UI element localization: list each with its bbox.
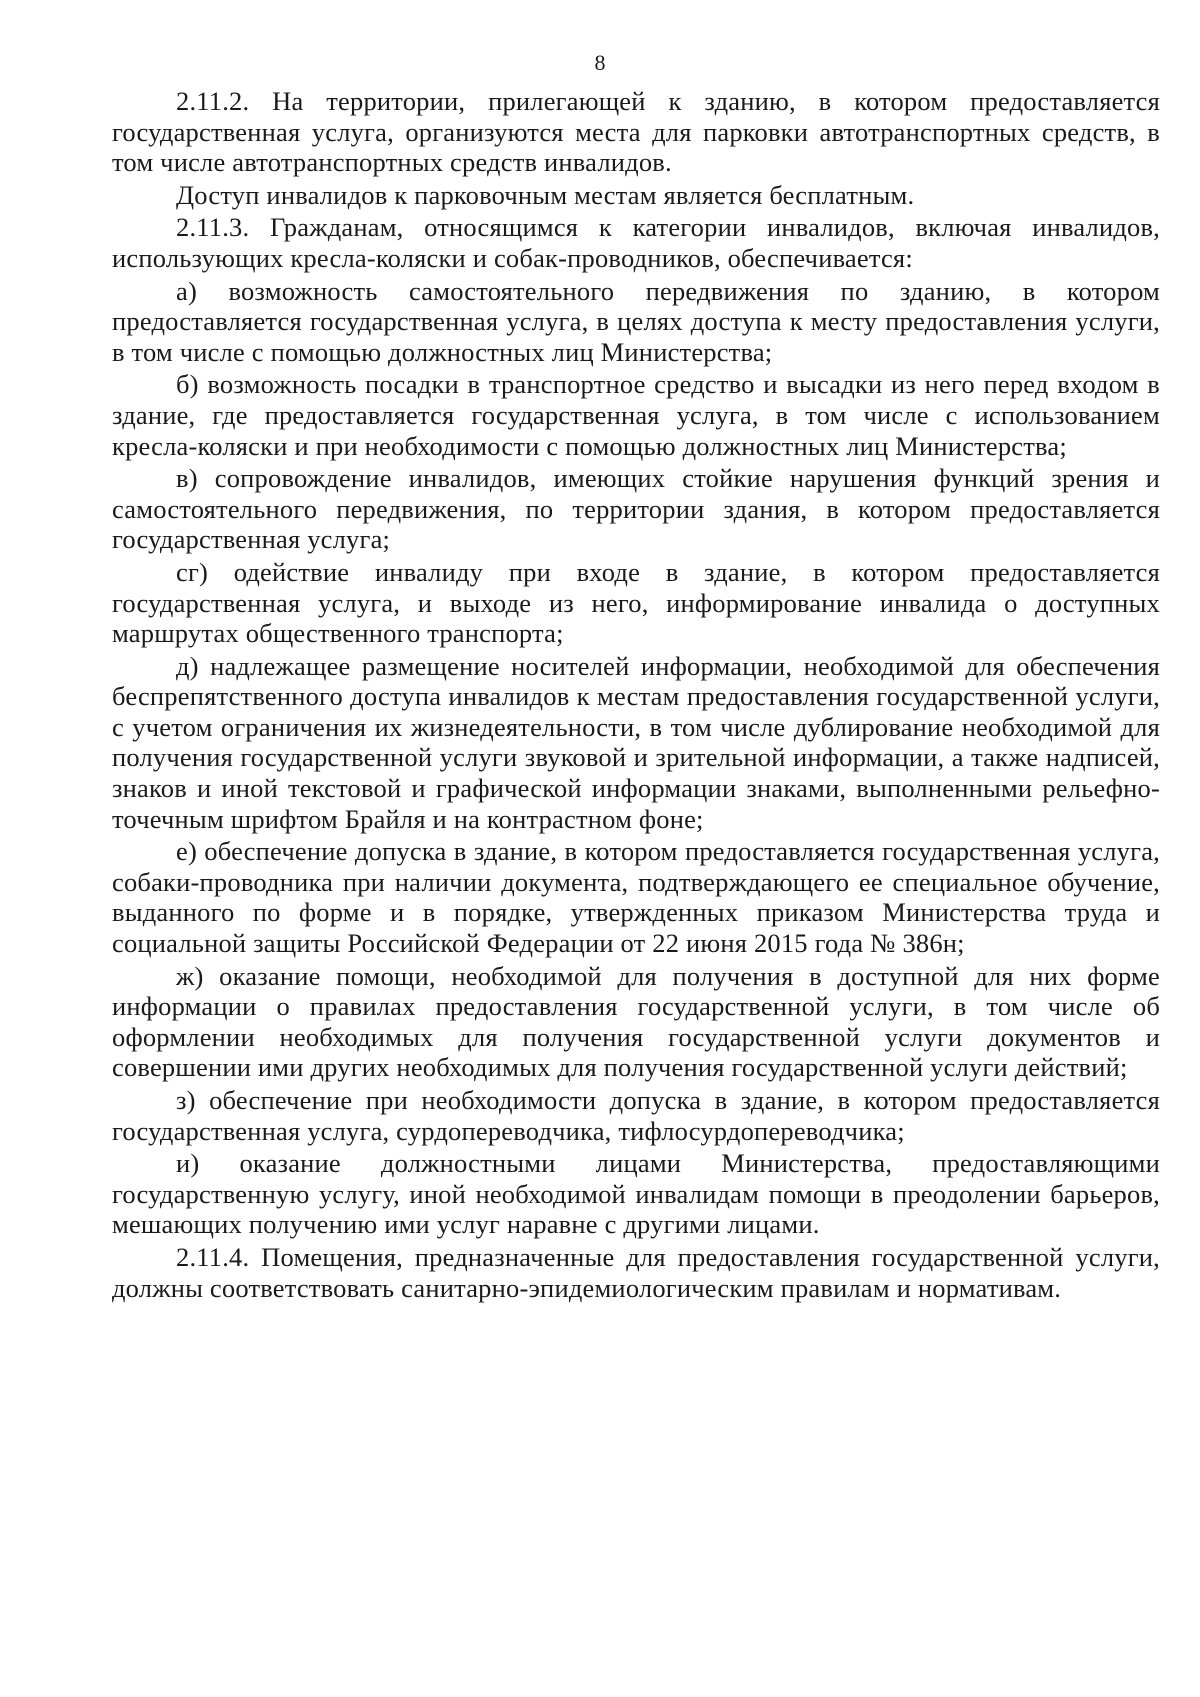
list-item-e: е) обеспечение допуска в здание, в котором предоставляется государственная услуга, собаки-проводника при наличии документа, подтверждающего ее специальное обучение, выданного по форме и в порядке, утвержденных приказом Министерства труда и социальной защиты Российской Федерации от 22 июня 2015 года № 386н; [112, 836, 1160, 959]
list-item-zh: ж) оказание помощи, необходимой для получения в доступной для них форме информации о правилах предоставления государственной услуги, в том числе об оформлении необходимых для получения государственной услуги документов и совершении ими других необходимых для получения государственной услуги действий; [112, 960, 1160, 1083]
list-item-g: сг) одействие инвалиду при входе в здание, в котором предоставляется государственная услуга, и выходе из него, информирование инвалида о доступных маршрутах общественного транспорта; [112, 556, 1160, 649]
page-number: 8 [594, 50, 606, 75]
list-item-a: а) возможность самостоятельного передвижения по зданию, в котором предоставляется государственная услуга, в целях доступа к месту предоставления услуги, в том числе с помощью должностных лиц Министерства; [112, 275, 1160, 367]
paragraph-2-11-2: 2.11.2. На территории, прилегающей к зданию, в котором предоставляется государственная услуга, организуются места для парковки автотранспортных средств, в том числе автотранспортных средств инвалидов. [112, 86, 1160, 178]
list-item-z: з) обеспечение при необходимости допуска в здание, в котором предоставляется государственная услуга, сурдопереводчика, тифлосурдопереводчика; [112, 1085, 1160, 1146]
list-item-i: и) оказание должностными лицами Министерства, предоставляющими государственную услугу, иной необходимой инвалидам помощи в преодолении барьеров, мешающих получению ими услуг наравне с другими лицами. [112, 1148, 1160, 1240]
list-item-v: в) сопровождение инвалидов, имеющих стойкие нарушения функций зрения и самостоятельного передвижения, по территории здания, в котором предоставляется государственная услуга; [112, 463, 1160, 555]
list-item-d: д) надлежащее размещение носителей информации, необходимой для обеспечения беспрепятственного доступа инвалидов к местам предоставления государственной услуги, с учетом ограничения их жизнедеятельности, в том числе дублирование необходимой для получения государственной услуги звуковой и зрительной информации, а также надписей, знаков и иной текстовой и графической информации знаками, выполненными рельефно-точечным шрифтом Брайля и на контрастном фоне; [112, 650, 1160, 834]
list-item-b: б) возможность посадки в транспортное средство и высадки из него перед входом в здание, где предоставляется государственная услуга, в том числе с использованием кресла-коляски и при необходимости с помощью должностных лиц Министерства; [112, 369, 1160, 461]
paragraph-2-11-3: 2.11.3. Гражданам, относящимся к категории инвалидов, включая инвалидов, использующих кресла-коляски и собак-проводников, обеспечивается: [112, 212, 1160, 273]
paragraph-parking-access: Доступ инвалидов к парковочным местам является бесплатным. [176, 179, 915, 210]
paragraph-2-11-4: 2.11.4. Помещения, предназначенные для предоставления государственной услуги, должны соответствовать санитарно-эпидемиологическим правилам и нормативам. [112, 1241, 1160, 1303]
document-body [112, 86, 1160, 1305]
